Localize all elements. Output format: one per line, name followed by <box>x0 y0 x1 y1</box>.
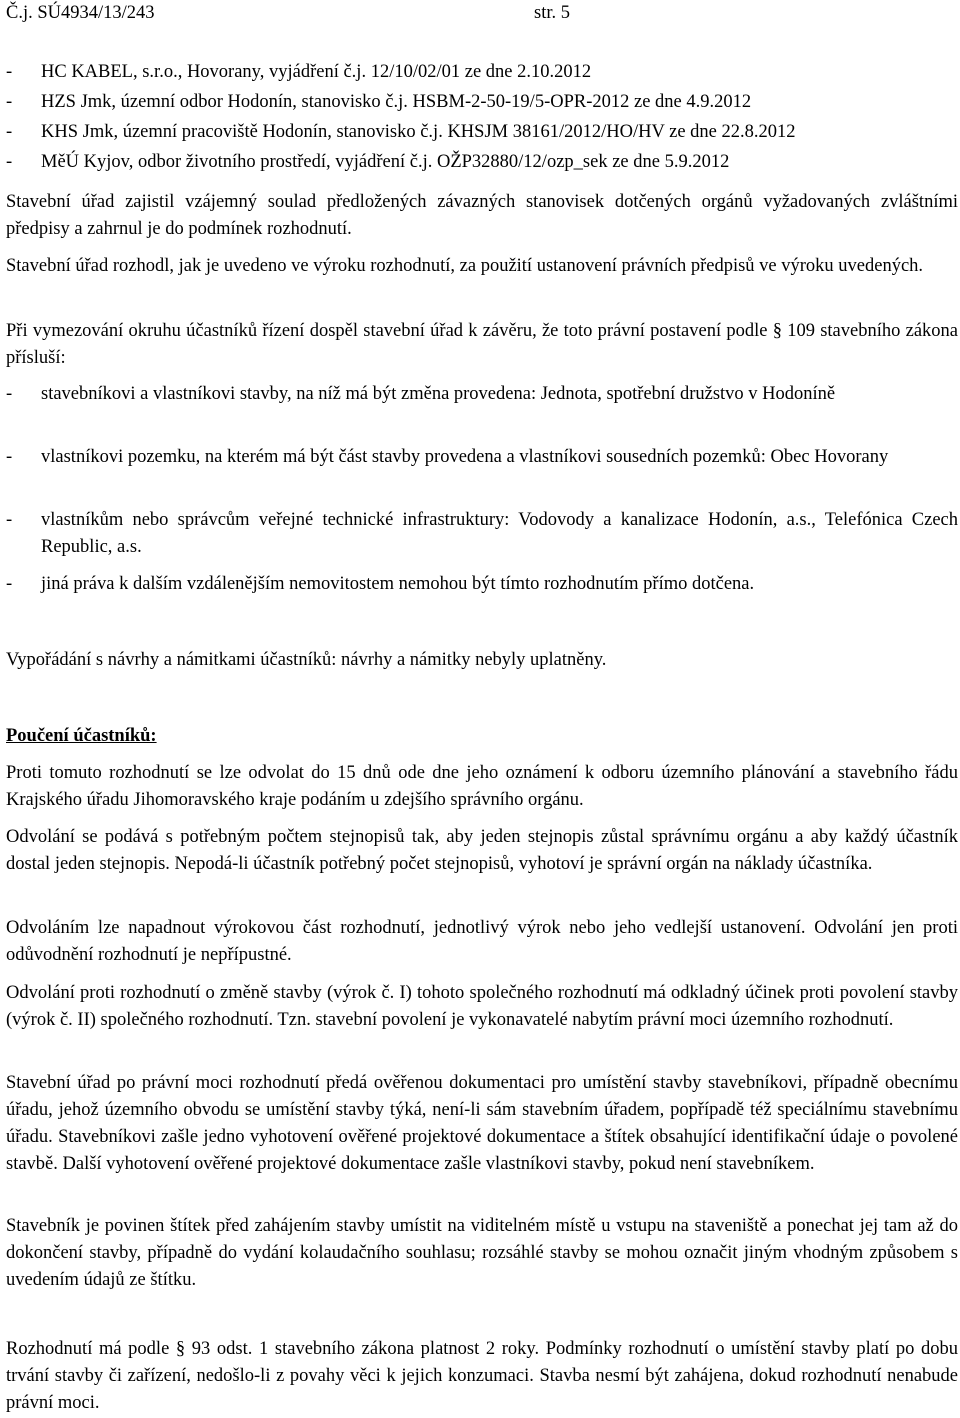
section-heading-pouceni: Poučení účastníků: <box>6 726 157 746</box>
paragraph-pouceni: Odvolání se podává s potřebným počtem stejnopisů tak, aby jeden stejnopis zůstal správnímu orgánu a aby každý účastník dostal jeden stejnopis. Nepodá-li účastník potřebný počet stejnopisů, vyhotoví je správní orgán na náklady účastníka. <box>6 827 958 874</box>
paragraph-vyporadani: Vypořádání s návrhy a námitkami účastníků: návrhy a námitky nebyly uplatněny. <box>6 650 607 670</box>
list-dash: - <box>6 447 13 467</box>
paragraph-rozhodl: Stavební úřad rozhodl, jak je uvedeno ve výroku rozhodnutí, za použití ustanovení právních předpisů ve výroku uvedených. <box>6 256 924 276</box>
list-item-text: vlastníkům nebo správcům veřejné technické infrastruktury: Vodovody a kanalizace Hodonín, a.s., Telefónica Czech Republic, a.s. <box>41 510 958 557</box>
paragraph-pouceni: Stavebník je povinen štítek před zahájením stavby umístit na viditelném místě u vstupu na staveniště a ponechat jej tam až do dokončení stavby, případně do vydání kolaudačního souhlasu; rozsáhlé stavby se mohou označit jiným vhodným způsobem s uvedením údajů ze štítku. <box>6 1216 958 1290</box>
paragraph-pouceni: Odvolání proti rozhodnutí o změně stavby (výrok č. I) tohoto společného rozhodnutí má odkladný účinek proti povolení stavby (výrok č. II) společného rozhodnutí. Tzn. stavební povolení je vykonavatelé nabytím právní moci územního rozhodnutí. <box>6 983 958 1030</box>
list-dash: - <box>6 122 13 142</box>
list-dash: - <box>6 510 13 530</box>
list-dash: - <box>6 62 13 82</box>
list-dash: - <box>6 152 13 172</box>
page-number: str. 5 <box>534 3 570 23</box>
list-dash: - <box>6 574 13 594</box>
paragraph-pouceni: Odvoláním lze napadnout výrokovou část rozhodnutí, jednotlivý výrok nebo jeho vedlejší ustanovení. Odvolání jen proti odůvodnění rozhodnutí je nepřípustné. <box>6 918 958 965</box>
list-item-text: MěÚ Kyjov, odbor životního prostředí, vyjádření č.j. OŽP32880/12/ozp_sek ze dne 5.9.2012 <box>41 152 730 172</box>
list-item-text: HZS Jmk, územní odbor Hodonín, stanovisko č.j. HSBM-2-50-19/5-OPR-2012 ze dne 4.9.2012 <box>41 92 752 112</box>
paragraph-pouceni: Proti tomuto rozhodnutí se lze odvolat do 15 dnů ode dne jeho oznámení k odboru územního plánování a stavebního řádu Krajského úřadu Jihomoravského kraje podáním u zdejšího správního orgánu. <box>6 763 958 810</box>
paragraph-soulad: Stavební úřad zajistil vzájemný soulad předložených závazných stanovisek dotčených orgánů vyžadovaných zvláštními předpisy a zahrnul je do podmínek rozhodnutí. <box>6 192 958 239</box>
document-reference: Č.j. SÚ4934/13/243 <box>6 3 155 23</box>
paragraph-platnost: Rozhodnutí má podle § 93 odst. 1 stavebního zákona platnost 2 roky. Podmínky rozhodnutí o umístění stavby platí po dobu trvání stavby či zařízení, nedošlo-li z povahy věci k jejich konzumaci. Stavba nesmí být zahájena, dokud rozhodnutí nenabude právní moci. <box>6 1339 958 1413</box>
list-dash: - <box>6 384 13 404</box>
list-item-text: HC KABEL, s.r.o., Hovorany, vyjádření č.j. 12/10/02/01 ze dne 2.10.2012 <box>41 62 592 82</box>
paragraph-okruh-ucastniku: Při vymezování okruhu účastníků řízení dospěl stavební úřad k závěru, že toto právní postavení podle § 109 stavebního zákona přísluší: <box>6 321 958 368</box>
list-item-text: stavebníkovi a vlastníkovi stavby, na níž má být změna provedena: Jednota, spotřební družstvo v Hodoníně <box>41 384 836 404</box>
list-dash: - <box>6 92 13 112</box>
list-item-text: KHS Jmk, územní pracoviště Hodonín, stanovisko č.j. KHSJM 38161/2012/HO/HV ze dne 22.8.2012 <box>41 122 796 142</box>
page-header <box>6 0 958 27</box>
list-item-text: jiná práva k dalším vzdálenějším nemovitostem nemohou být tímto rozhodnutím přímo dotčena. <box>41 574 755 594</box>
paragraph-pouceni: Stavební úřad po právní moci rozhodnutí předá ověřenou dokumentaci pro umístění stavby stavebníkovi, případně obecnímu úřadu, jehož územního obvodu se umístění stavby týká, není-li sám stavebním úřadem, popřípadě též speciálnímu stavebnímu úřadu. Stavebníkovi zašle jedno vyhotovení ověřené projektové dokumentace a štítek obsahující identifikační údaje o povolené stavbě. Další vyhotovení ověřené projektové dokumentace zašle vlastníkovi stavby, pokud není stavebníkem. <box>6 1073 958 1174</box>
list-item-text: vlastníkovi pozemku, na kterém má být část stavby provedena a vlastníkovi sousedních pozemků: Obec Hovorany <box>41 447 889 467</box>
